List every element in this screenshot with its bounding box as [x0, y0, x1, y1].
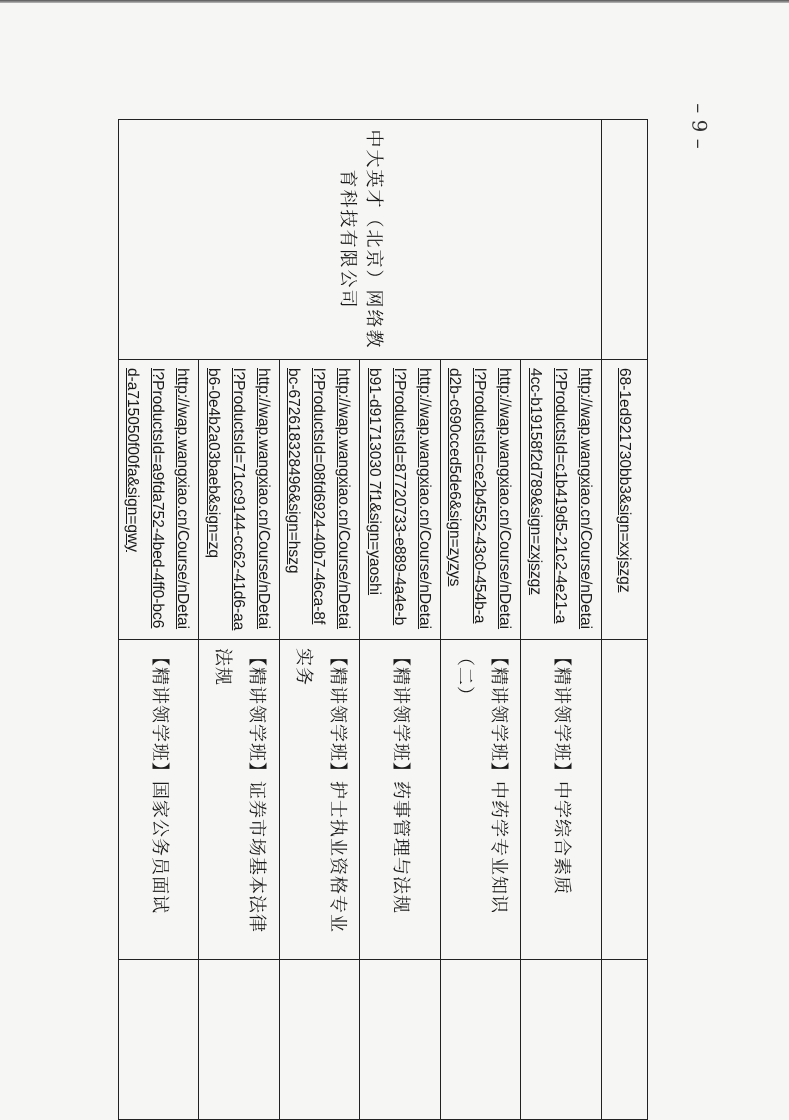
link-cell[interactable]: http://wap.wangxiao.cn/Course/nDetail?ProductsId=71cc9144-cc62-41d6-aab6-0e4b2a03baeb&sign=zq [199, 360, 279, 640]
extra-cell [279, 960, 359, 1120]
table-row [601, 120, 647, 1120]
course-cell: 【精讲领学班】药事管理与法规 [360, 640, 440, 960]
link-cell[interactable]: http://wap.wangxiao.cn/Course/nDetail?ProductsId=87720733-e889-4a4e-bb91-d91713030 7f1&sign=yaoshi [360, 360, 440, 640]
rotated-table-container [118, 119, 648, 1119]
link-cell[interactable]: http://wap.wangxiao.cn/Course/nDetail?ProductsId=c1b419d5-21c2-4e21-a4cc-b19158f2d789&sign=zxjszgz [521, 360, 601, 640]
extra-cell [440, 960, 520, 1120]
extra-cell [119, 960, 199, 1120]
page-number [680, 96, 720, 156]
course-cell [601, 640, 647, 960]
table-row [521, 120, 601, 1120]
org-cell [601, 120, 647, 360]
link-cell[interactable]: http://wap.wangxiao.cn/Course/nDetail?ProductsId=a9fda752-4bed-4ff0-bc6d-a715050f00fa&sign=gwy [119, 360, 199, 640]
course-cell: 【精讲领学班】中学综合素质 [521, 640, 601, 960]
course-cell: 【精讲领学班】国家公务员面试 [119, 640, 199, 960]
link-cell[interactable]: 68-1ed921730bb3&sign=xxjszgz [601, 360, 647, 640]
scan-top-edge [0, 0, 789, 3]
course-cell: 【精讲领学班】护士执业资格专业实务 [279, 640, 359, 960]
link-cell[interactable]: http://wap.wangxiao.cn/Course/nDetail?ProductsId=ce2b4552-43c0-454b-ad2b-c690cced5de6&sign=zyzys [440, 360, 520, 640]
page-number-text: – 9 – [688, 103, 713, 149]
course-table [118, 119, 648, 1120]
extra-cell [521, 960, 601, 1120]
org-name-cell: 中大英才（北京）网络教育科技有限公司 [119, 120, 602, 360]
extra-cell [199, 960, 279, 1120]
course-cell: 【精讲领学班】中药学专业知识（二） [440, 640, 520, 960]
extra-cell [360, 960, 440, 1120]
link-cell[interactable]: http://wap.wangxiao.cn/Course/nDetail?ProductsId=08fd6924-40b7-46ca-8fbc-672618328496&sign=hszg [279, 360, 359, 640]
extra-cell [601, 960, 647, 1120]
course-cell: 【精讲领学班】证券市场基本法律法规 [199, 640, 279, 960]
